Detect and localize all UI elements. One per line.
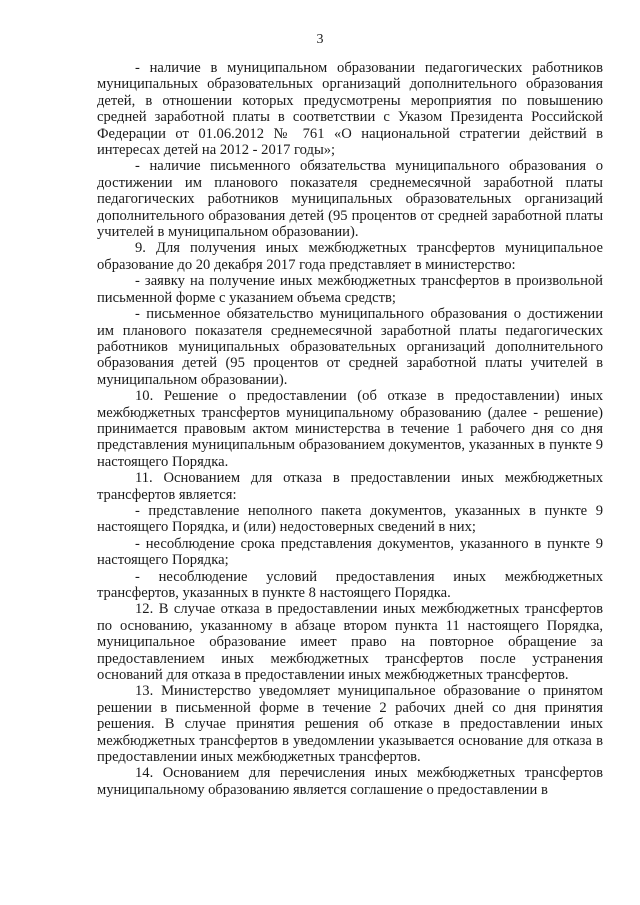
paragraph-item-12: 12. В случае отказа в предоставлении иных межбюджетных трансфертов по основанию, указанному в абзаце втором пункта 11 настоящего Порядка, муниципальное образование имеет право на повторное обращение за предоставлением иных межбюджетных трансфертов после устранения оснований для отказа в предоставлении иных межбюджетных трансфертов. bbox=[97, 601, 603, 684]
paragraph-bullet-teachers: - наличие в муниципальном образовании педагогических работников муниципальных образовательных организаций дополнительного образования детей, в отношении которых предусмотрены мероприятия по повышению средней заработной платы в соответствии с Указом Президента Российской Федерации от 01.06.2012 № 761 «О национальной стратегии действий в интересах детей на 2012 - 2017 годы»; bbox=[97, 60, 603, 159]
paragraph-item-9: 9. Для получения иных межбюджетных трансфертов муниципальное образование до 20 декабря 2017 года представляет в министерство: bbox=[97, 240, 603, 273]
paragraph-bullet-obligation: - наличие письменного обязательства муниципального образования о достижении им планового показателя среднемесячной заработной платы педагогических работников муниципальных образовательных организаций дополнительного образования детей (95 процентов от средней заработной платы учителей в муниципальном образовании). bbox=[97, 158, 603, 241]
paragraph-bullet-written-obligation: - письменное обязательство муниципального образования о достижении им планового показателя среднемесячной заработной платы педагогических работников муниципальных образовательных организаций дополнительного образования детей (95 процентов от средней заработной платы учителей в муниципальном образовании). bbox=[97, 306, 603, 388]
paragraph-bullet-incomplete-docs: - представление неполного пакета документов, указанных в пункте 9 настоящего Порядка, и (или) недостоверных сведений в них; bbox=[97, 502, 603, 536]
paragraph-item-11: 11. Основанием для отказа в предоставлении иных межбюджетных трансфертов является: bbox=[97, 470, 603, 503]
paragraph-bullet-conditions: - несоблюдение условий предоставления иных межбюджетных трансфертов, указанных в пункте 8 настоящего Порядка. bbox=[97, 568, 603, 601]
document-body bbox=[97, 60, 603, 798]
paragraph-bullet-deadline: - несоблюдение срока представления документов, указанного в пункте 9 настоящего Порядка; bbox=[97, 535, 603, 569]
paragraph-item-10: 10. Решение о предоставлении (об отказе в предоставлении) иных межбюджетных трансфертов муниципальному образованию (далее - решение) принимается правовым актом министерства в течение 1 рабочего дня со дня представления муниципальным образованием документов, указанных в пункте 9 настоящего Порядка. bbox=[97, 388, 603, 470]
page-number: 3 bbox=[316, 32, 324, 47]
paragraph-item-14: 14. Основанием для перечисления иных межбюджетных трансфертов муниципальному образованию является соглашение о предоставлении в bbox=[97, 765, 603, 798]
paragraph-item-13: 13. Министерство уведомляет муниципальное образование о принятом решении в письменной форме в течение 2 рабочих дней со дня принятия решения. В случае принятия решения об отказе в предоставлении иных межбюджетных трансфертов в уведомлении указывается основание для отказа в предоставлении иных межбюджетных трансфертов. bbox=[97, 683, 603, 766]
paragraph-bullet-application: - заявку на получение иных межбюджетных трансфертов в произвольной письменной форме с указанием объема средств; bbox=[97, 273, 603, 306]
